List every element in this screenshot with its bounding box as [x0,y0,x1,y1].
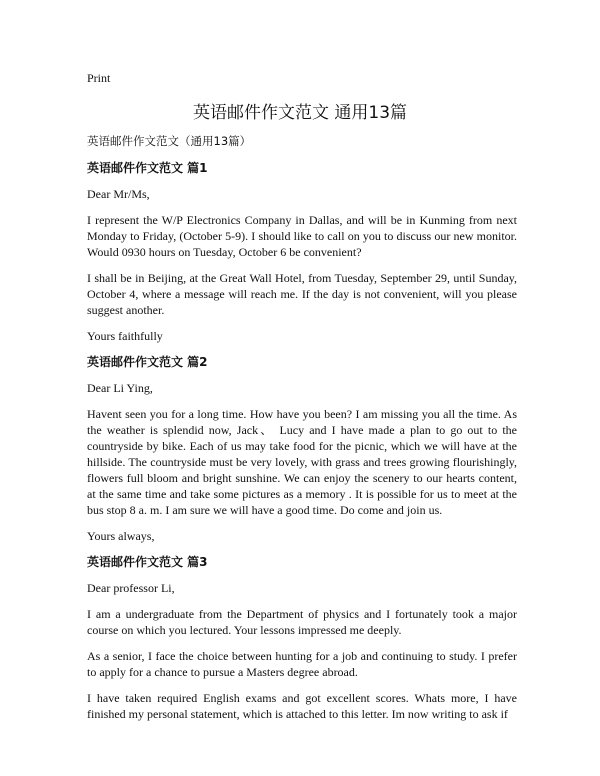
section-heading: 英语邮件作文范文 篇3 [87,555,208,569]
paragraph: Havent seen you for a long time. How have you been? I am missing you all the time. As the weather is splendid now, Jack、 Lucy and I have made a plan to go out to the countryside by bike. Each of us may take food for the picnic, which we will have at the hillside. The countryside must be very lovely, with grass and trees growing flourishingly, flowers full bloom and bright sunshine. We can enjoy the scenery to our hearts content, at the same time and take some pictures as a memory . It is possible for us to meet at the bus stop 8 a. m. I am sure we will have a good time. Do come and join us. [87,407,517,517]
section-heading: 英语邮件作文范文 篇2 [87,355,208,369]
paragraph: I have taken required English exams and got excellent scores. Whats more, I have finished my personal statement, which is attached to this letter. Im now writing to ask if [87,691,517,721]
paragraph: As a senior, I face the choice between hunting for a job and continuing to study. I prefer to apply for a chance to pursue a Masters degree abroad. [87,649,517,679]
section-2 [87,354,517,544]
section-heading: 英语邮件作文范文 篇1 [87,161,208,175]
section-1 [87,160,517,344]
section-3 [87,554,517,722]
closing: Yours always, [87,529,155,543]
salutation: Dear Li Ying, [87,381,153,395]
paragraph: I represent the W/P Electronics Company in Dallas, and will be in Kunming from next Monday to Friday, (October 5-9). I should like to call on you to discuss our new monitor. Would 0930 hours on Tuesday, October 6 be convenient? [87,213,517,259]
closing: Yours faithfully [87,329,163,343]
salutation: Dear Mr/Ms, [87,187,150,201]
document-subtitle: 英语邮件作文范文（通用13篇） [87,134,252,148]
salutation: Dear professor Li, [87,581,175,595]
document-body [87,133,517,732]
print-label: Print [87,71,111,85]
paragraph: I am a undergraduate from the Department of physics and I fortunately took a major course on which you lectured. Your lessons impressed me deeply. [87,607,517,637]
page-title: 英语邮件作文范文 通用13篇 [192,103,408,123]
paragraph: I shall be in Beijing, at the Great Wall Hotel, from Tuesday, September 29, until Sunday, October 4, where a message will reach me. If the day is not convenient, will you please suggest another. [87,271,517,317]
